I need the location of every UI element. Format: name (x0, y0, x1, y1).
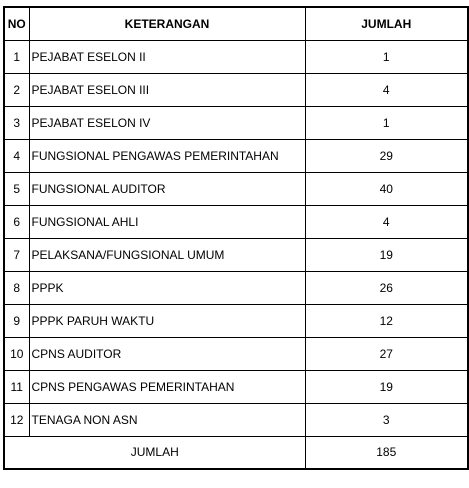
total-value: 185 (305, 436, 468, 469)
row-no: 11 (4, 370, 29, 403)
row-no: 7 (4, 238, 29, 271)
table-row (4, 106, 468, 139)
row-keterangan: PEJABAT ESELON II (29, 40, 305, 73)
header-no: NO (4, 7, 29, 40)
row-keterangan: PPPK (29, 271, 305, 304)
row-keterangan: PPPK PARUH WAKTU (29, 304, 305, 337)
header-keterangan: KETERANGAN (29, 7, 305, 40)
row-keterangan: PEJABAT ESELON IV (29, 106, 305, 139)
row-keterangan: PELAKSANA/FUNGSIONAL UMUM (29, 238, 305, 271)
staff-summary-sheet (3, 6, 469, 470)
row-jumlah: 3 (305, 403, 468, 436)
row-no: 9 (4, 304, 29, 337)
row-keterangan: TENAGA NON ASN (29, 403, 305, 436)
table-row (4, 40, 468, 73)
row-keterangan: CPNS PENGAWAS PEMERINTAHAN (29, 370, 305, 403)
table-row (4, 172, 468, 205)
row-no: 3 (4, 106, 29, 139)
row-keterangan: FUNGSIONAL AHLI (29, 205, 305, 238)
table-row (4, 139, 468, 172)
table-row (4, 73, 468, 106)
row-no: 2 (4, 73, 29, 106)
total-label: JUMLAH (4, 436, 305, 469)
staff-count-table (3, 6, 469, 470)
row-jumlah: 19 (305, 238, 468, 271)
total-row (4, 436, 468, 469)
row-jumlah: 40 (305, 172, 468, 205)
row-keterangan: FUNGSIONAL PENGAWAS PEMERINTAHAN (29, 139, 305, 172)
row-jumlah: 27 (305, 337, 468, 370)
row-jumlah: 19 (305, 370, 468, 403)
header-row (4, 7, 468, 40)
header-jumlah: JUMLAH (305, 7, 468, 40)
row-jumlah: 4 (305, 73, 468, 106)
table-body (4, 40, 468, 436)
table-row (4, 205, 468, 238)
table-row (4, 403, 468, 436)
table-row (4, 304, 468, 337)
row-no: 12 (4, 403, 29, 436)
row-no: 1 (4, 40, 29, 73)
row-keterangan: CPNS AUDITOR (29, 337, 305, 370)
row-jumlah: 1 (305, 40, 468, 73)
table-row (4, 337, 468, 370)
row-jumlah: 26 (305, 271, 468, 304)
row-keterangan: PEJABAT ESELON III (29, 73, 305, 106)
table-row (4, 370, 468, 403)
row-no: 5 (4, 172, 29, 205)
table-row (4, 271, 468, 304)
row-jumlah: 29 (305, 139, 468, 172)
table-row (4, 238, 468, 271)
row-jumlah: 12 (305, 304, 468, 337)
row-no: 4 (4, 139, 29, 172)
row-no: 8 (4, 271, 29, 304)
row-jumlah: 1 (305, 106, 468, 139)
row-jumlah: 4 (305, 205, 468, 238)
row-keterangan: FUNGSIONAL AUDITOR (29, 172, 305, 205)
row-no: 6 (4, 205, 29, 238)
row-no: 10 (4, 337, 29, 370)
